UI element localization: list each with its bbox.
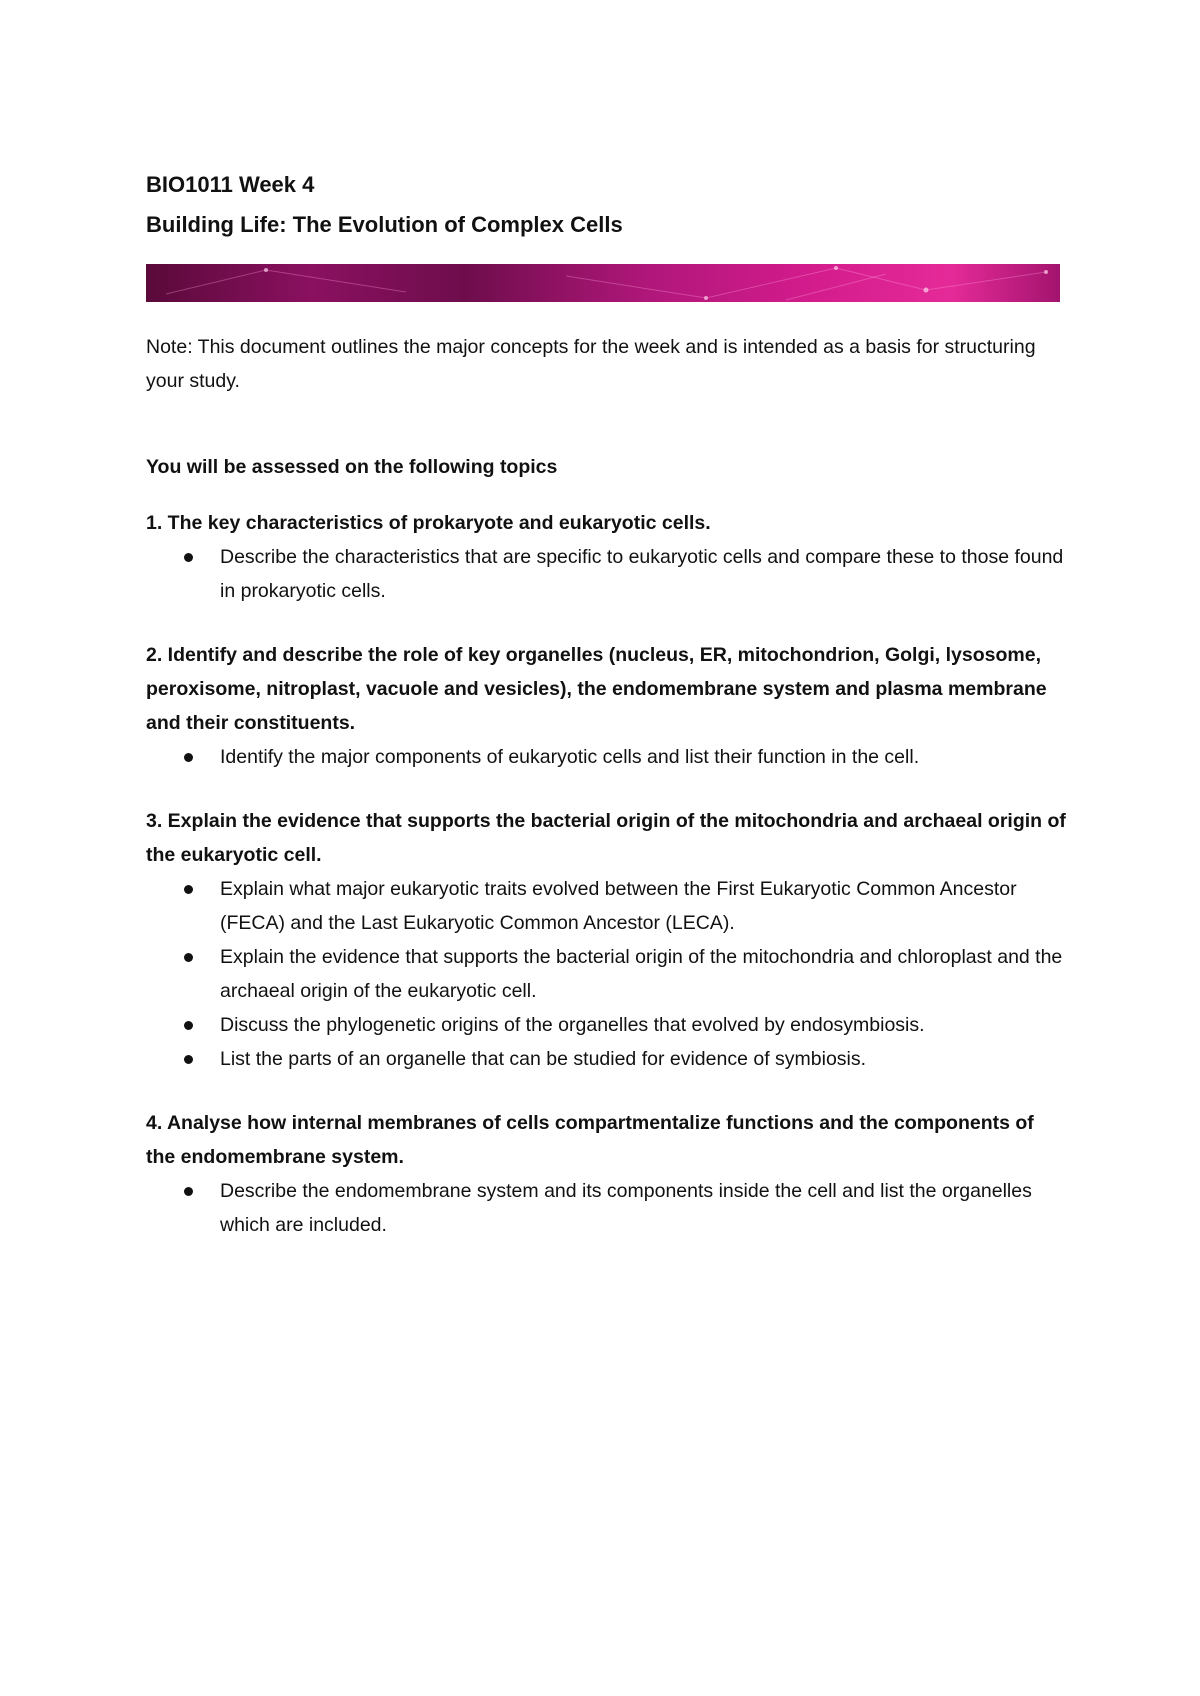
topic-heading: 4. Analyse how internal membranes of cells compartmentalize functions and the components of the endomembrane system. [146,1112,1034,1168]
bullet-dot-icon [184,1021,193,1030]
topic-bullet-list [146,740,1066,774]
topic-3 [146,804,1066,1076]
document-title: Building Life: The Evolution of Complex Cells [146,212,623,237]
bullet-dot-icon [184,1055,193,1064]
topic-bullet-list [146,872,1066,1076]
banner-network-pattern [146,264,1060,302]
bullet-dot-icon [184,1187,193,1196]
bullet-dot-icon [184,885,193,894]
bullet-text: Identify the major components of eukaryotic cells and list their function in the cell. [220,746,920,768]
list-item [146,872,1066,940]
bullet-dot-icon [184,553,193,562]
list-item [146,740,1066,774]
bullet-text: Describe the endomembrane system and its components inside the cell and list the organelles which are included. [220,1180,1032,1236]
topic-2 [146,638,1066,774]
topic-4 [146,1106,1066,1242]
topic-heading: 2. Identify and describe the role of key organelles (nucleus, ER, mitochondrion, Golgi, lysosome, peroxisome, nitroplast, vacuole and vesicles), the endomembrane system and plasma membrane and their constituents. [146,644,1047,734]
bullet-dot-icon [184,753,193,762]
list-item [146,1008,1066,1042]
bullet-text: Explain the evidence that supports the bacterial origin of the mitochondria and chloroplast and the archaeal origin of the eukaryotic cell. [220,946,1063,1002]
bullet-text: Describe the characteristics that are specific to eukaryotic cells and compare these to those found in prokaryotic cells. [220,546,1064,602]
bullet-dot-icon [184,953,193,962]
course-code-heading: BIO1011 Week 4 [146,172,315,197]
decorative-banner [146,264,1060,302]
study-note: Note: This document outlines the major concepts for the week and is intended as a basis for structuring your study. [146,336,1036,392]
bullet-text: List the parts of an organelle that can be studied for evidence of symbiosis. [220,1048,867,1070]
bullet-text: Explain what major eukaryotic traits evolved between the First Eukaryotic Common Ancestor (FECA) and the Last Eukaryotic Common Ancestor (LECA). [220,878,1017,934]
topic-heading: 3. Explain the evidence that supports the bacterial origin of the mitochondria and archaeal origin of the eukaryotic cell. [146,810,1066,866]
topic-bullet-list [146,540,1066,608]
list-item [146,540,1066,608]
bullet-text: Discuss the phylogenetic origins of the organelles that evolved by endosymbiosis. [220,1014,925,1036]
document-page [146,170,1066,1242]
assessment-heading: You will be assessed on the following topics [146,456,558,478]
topic-heading: 1. The key characteristics of prokaryote and eukaryotic cells. [146,512,711,534]
list-item [146,940,1066,1008]
list-item [146,1042,1066,1076]
topic-1 [146,506,1066,608]
topic-bullet-list [146,1174,1066,1242]
list-item [146,1174,1066,1242]
